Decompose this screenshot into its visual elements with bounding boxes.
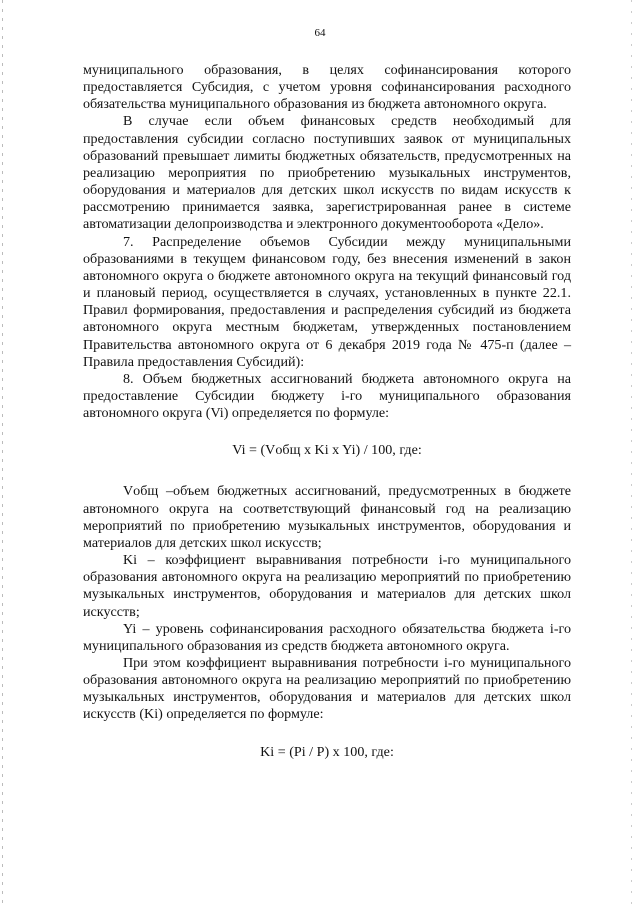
formula-vi: Vi = (Vобщ x Ki x Yi) / 100, где: bbox=[232, 442, 422, 459]
definition-yi: Yi – уровень софинансирования расходного обязательства бюджета i-го муниципального образования из средств бюджета автономного округа. bbox=[83, 620, 571, 654]
definition-ki: Ki – коэффициент выравнивания потребности i-го муниципального образования автономного округа на реализацию мероприятий по приобретению музыкальных инструментов, оборудования и материалов для детских школ искусств; bbox=[83, 552, 571, 620]
paragraph: 8. Объем бюджетных ассигнований бюджета автономного округа на предоставление Субсидии бюджету i-го муниципального образования автономного округа (Vi) определяется по формуле: bbox=[83, 370, 571, 422]
page-number: 64 bbox=[314, 27, 326, 39]
paragraph: 7. Распределение объемов Субсидии между муниципальными образованиями в текущем финансовом году, без внесения изменений в закон автономного округа о бюджете автономного округа на текущий финансовый год и плановый период, осуществляется в случаях, установленных в пункте 22.1. Правил формирования, предоставления и распределения субсидий из бюджета автономного округа местным бюджетам, утвержденных постановлением Правительства автономного округа от 6 декабря 2019 года № 475-п (далее – Правила предоставления Субсидий): bbox=[83, 233, 571, 370]
definition-vobsch: Vобщ –объем бюджетных ассигнований, предусмотренных в бюджете автономного округа на соответствующий финансовый год на реализацию мероприятий по приобретению музыкальных инструментов, оборудования и материалов для детских школ искусств; bbox=[83, 483, 571, 551]
paragraph: При этом коэффициент выравнивания потребности i-го муниципального образования автономного округа на реализацию мероприятий по приобретению музыкальных инструментов, оборудования и материалов для детских школ искусств (Ki) определяется по формуле: bbox=[83, 655, 571, 723]
scan-edge-right bbox=[631, 0, 632, 905]
paragraph: муниципального образования, в целях софинансирования которого предоставляется Субсидия, с учетом уровня софинансирования расходного обязательства муниципального образования из бюджета автономного округа. bbox=[83, 62, 571, 113]
document-body bbox=[83, 62, 571, 761]
paragraph: В случае если объем финансовых средств необходимый для предоставления субсидии согласно поступивших заявок от муниципальных образований превышает лимиты бюджетных обязательств, предусмотренных на реализацию мероприятия по приобретению музыкальных инструментов, оборудования и материалов для детских школ искусств по видам искусств к рассмотрению принимается заявка, зарегистрированная ранее в системе автоматизации делопроизводства и электронного документооборота «Дело». bbox=[83, 113, 571, 233]
scan-edge-left bbox=[2, 0, 3, 905]
formula-ki: Ki = (Pi / P) x 100, где: bbox=[260, 743, 394, 760]
